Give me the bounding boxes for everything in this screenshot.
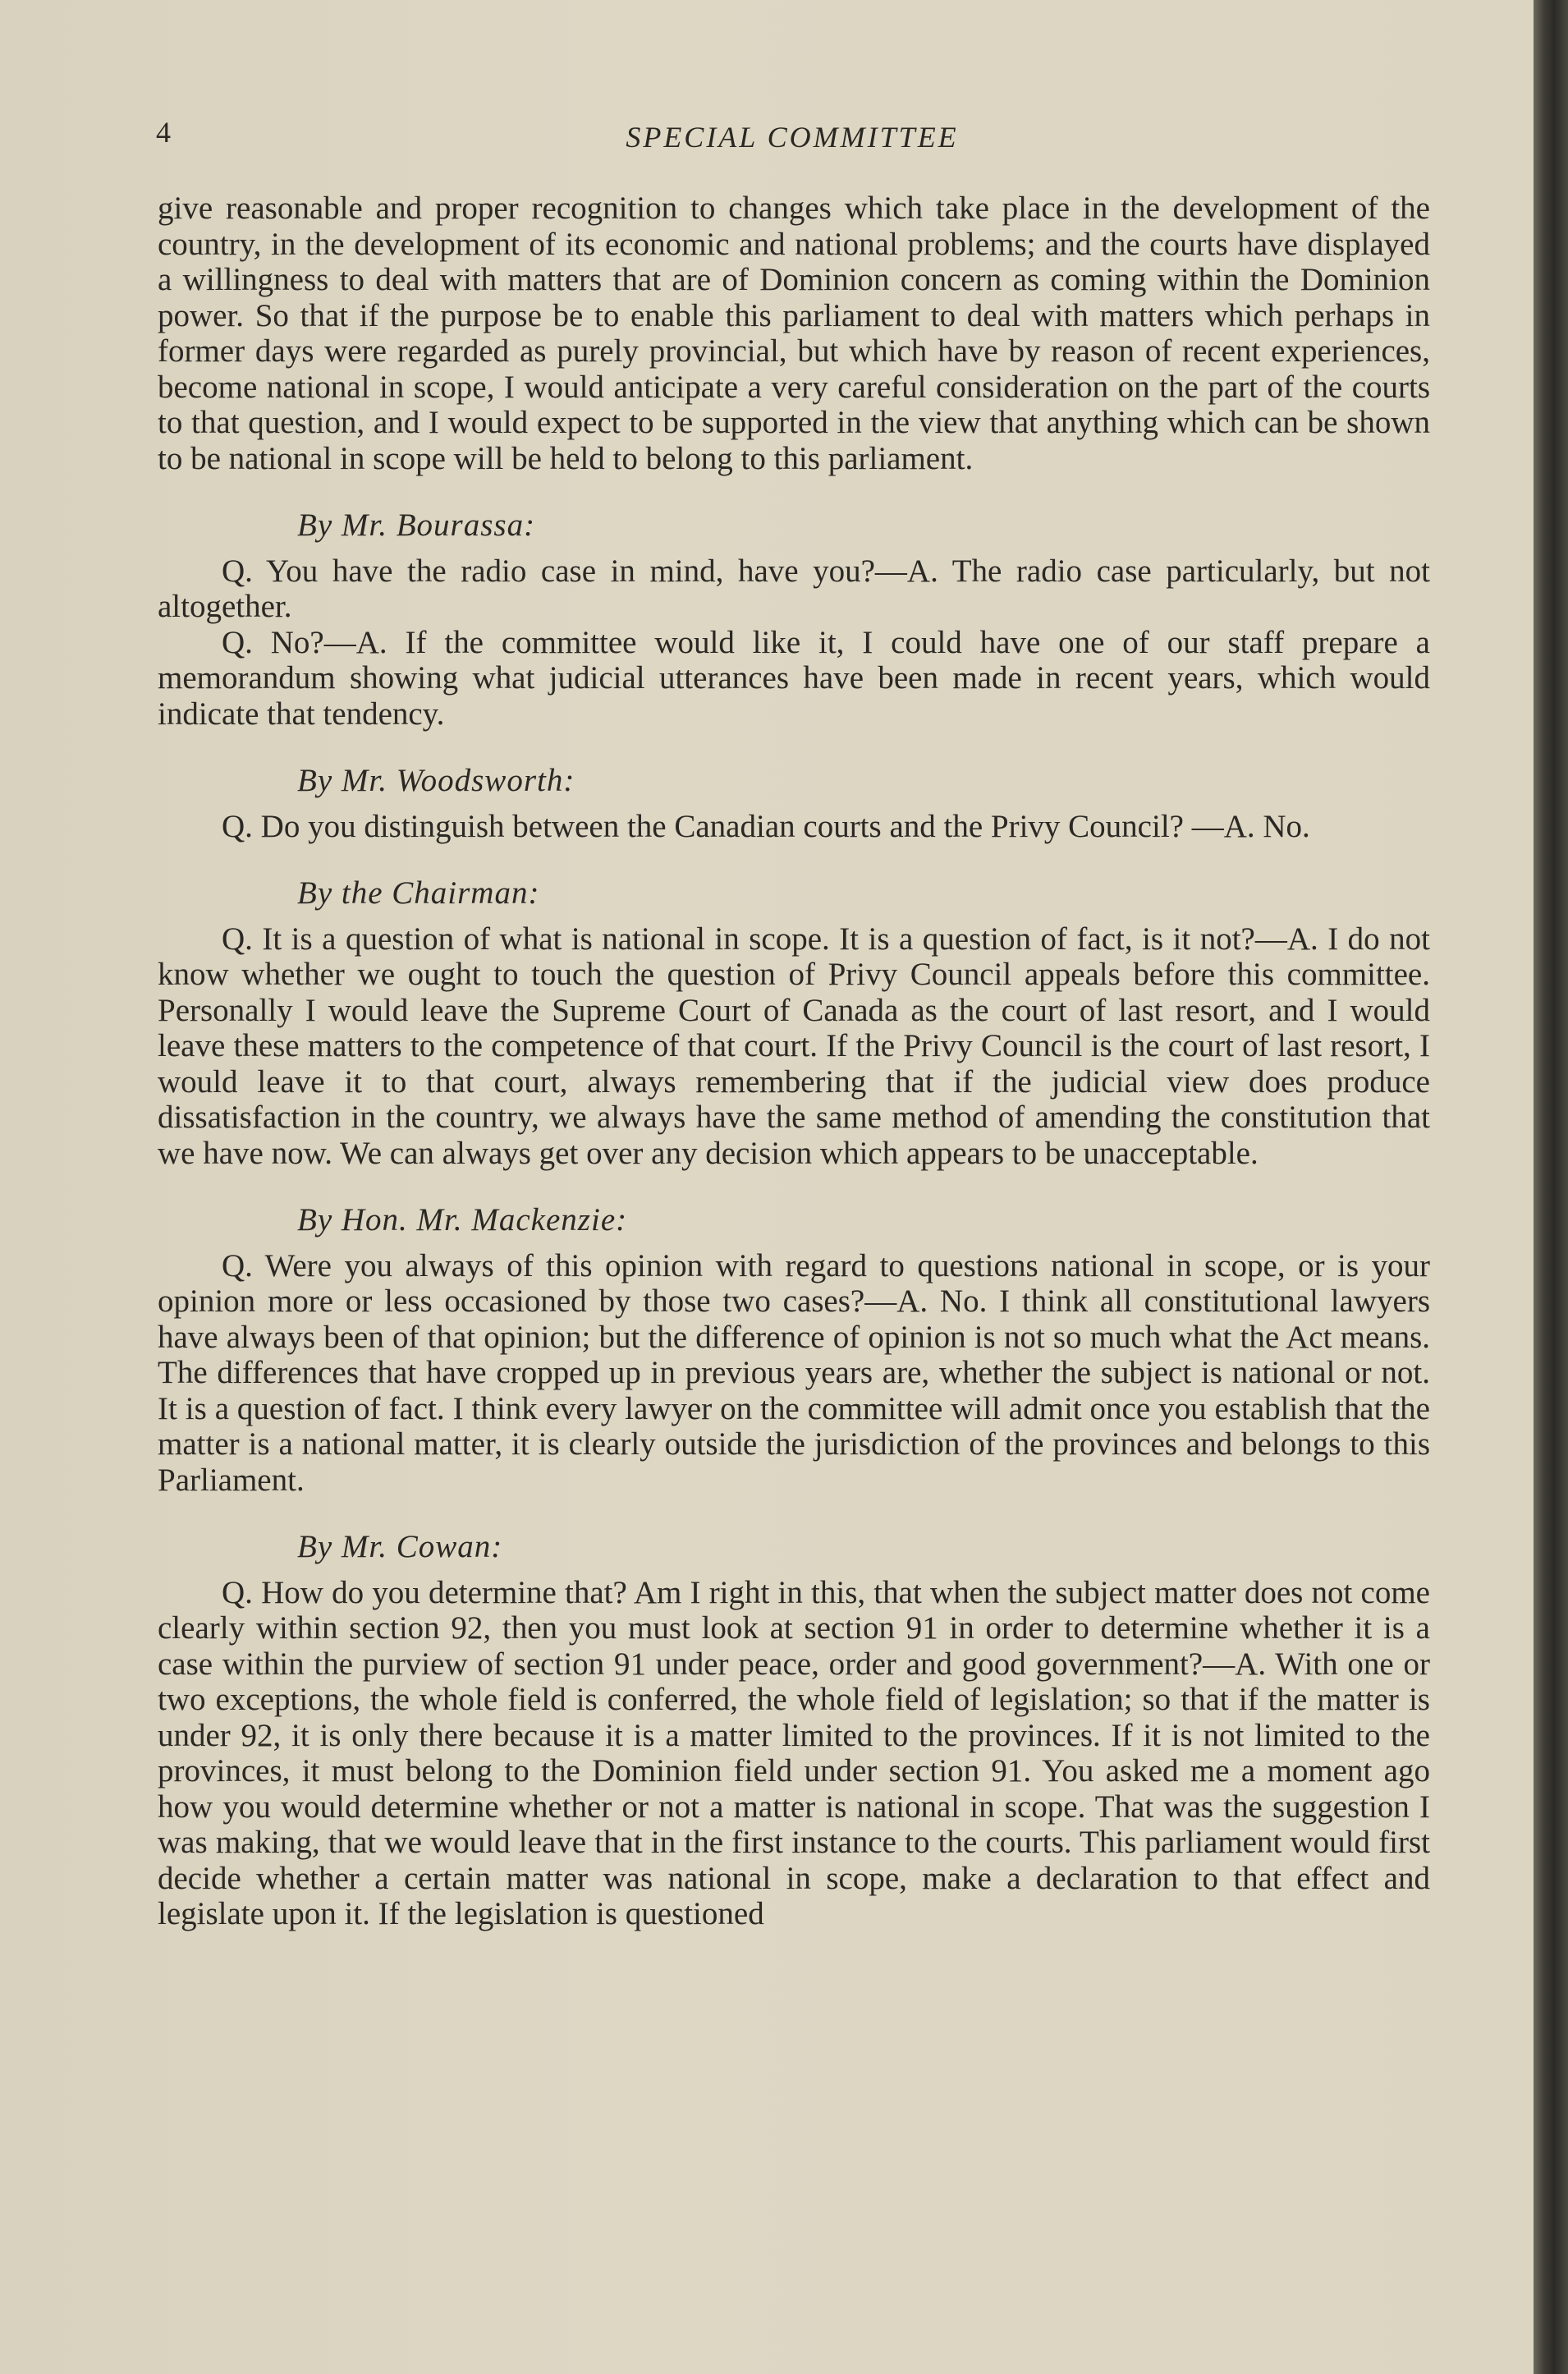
qa-paragraph: Q. Do you distinguish between the Canadian courts and the Privy Council? —A. No. [222,808,1310,844]
page-header [156,115,1428,164]
opening-paragraph: give reasonable and proper recognition to changes which take place in the development of the country, in the development of its economic and national problems; and the courts have displayed a willingness to deal with matters that are of Dominion concern as coming within the Dominion power. So that if the purpose be to enable this parliament to deal with matters which perhaps in former days were regarded as purely provincial, but which have by reason of recent experiences, become national in scope, I would anticipate a very careful consideration on the part of the courts to that question, and I would expect to be supported in the view that anything which can be shown to be national in scope will be held to belong to this parliament. [158,191,1430,476]
speaker-heading: By Mr. Bourassa: [297,507,536,543]
running-head: SPECIAL COMMITTEE [626,121,959,154]
speaker-heading: By Mr. Cowan: [297,1529,503,1564]
page-binding-edge [1534,0,1568,2374]
qa-paragraph: Q. It is a question of what is national in scope. It is a question of fact, is it not?—A. I do not know whether we ought to touch the question of Privy Council appeals before this committee. Personally I would leave the Supreme Court of Canada as the court of last resort, and I would leave these matters to the competence of that court. If the Privy Council is the court of last resort, I would leave it to that court, always remembering that if the judicial view does produce dissatisfaction in the country, we always have the same method of amending the constitution that we have now. We can always get over any decision which appears to be unacceptable. [158,921,1430,1171]
qa-paragraph: Q. You have the radio case in mind, have you?—A. The radio case particularly, but not altogether. [158,553,1430,624]
speaker-heading: By Mr. Woodsworth: [297,763,575,798]
speaker-heading: By Hon. Mr. Mackenzie: [297,1202,628,1238]
speaker-heading: By the Chairman: [297,875,540,911]
page-number: 4 [156,116,171,149]
qa-paragraph: Q. No?—A. If the committee would like it, I could have one of our staff prepare a memorandum showing what judicial utterances have been made in recent years, which would indicate that tendency. [158,624,1430,732]
qa-paragraph: Q. How do you determine that? Am I right in this, that when the subject matter does not come clearly within section 92, then you must look at section 91 in order to determine whether it is a case within the purview of section 91 under peace, order and good government?—A. With one or two exceptions, the whole field is conferred, the whole field of legislation; so that if the matter is under 92, it is only there because it is a matter limited to the provinces. If it is not limited to the provinces, it must belong to the Dominion field under section 91. You asked me a moment ago how you would determine whether or not a matter is national in scope. That was the suggestion I was making, that we would leave that in the first instance to the courts. This parliament would first decide whether a certain matter was national in scope, make a declaration to that effect and legislate upon it. If the legislation is questioned [158,1574,1430,1931]
qa-paragraph: Q. Were you always of this opinion with regard to questions national in scope, or is your opinion more or less occasioned by those two cases?—A. No. I think all constitutional lawyers have always been of that opinion; but the difference of opinion is not so much what the Act means. The differences that have cropped up in previous years are, whether the subject is national or not. It is a question of fact. I think every lawyer on the committee will admit once you establish that the matter is a national matter, it is clearly outside the jurisdiction of the provinces and belongs to this Parliament. [158,1247,1430,1498]
page-body [158,191,1430,1932]
